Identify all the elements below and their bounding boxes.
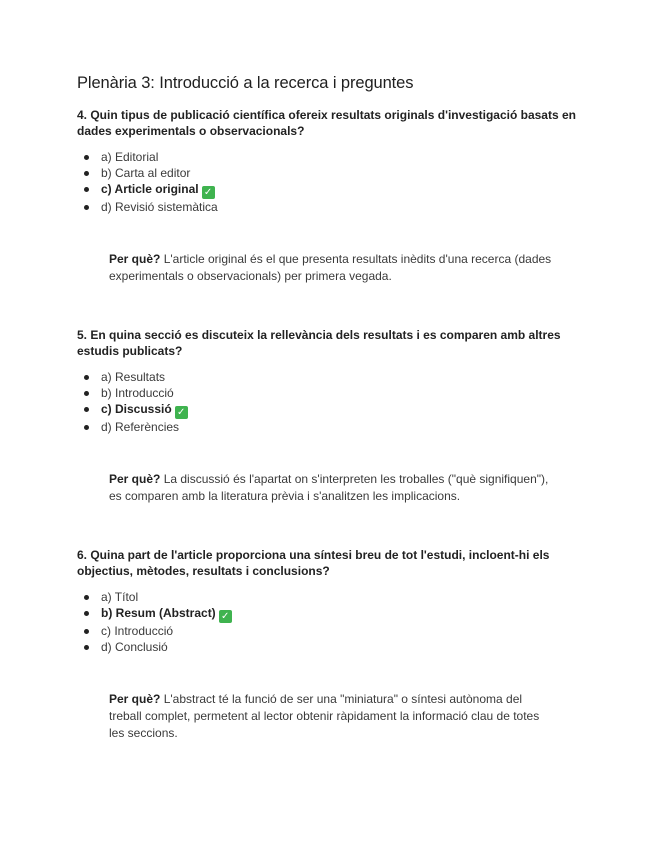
option-label: d) Referències xyxy=(101,420,180,434)
option-label: c) Introducció xyxy=(101,624,174,638)
option-label: b) Resum (Abstract) xyxy=(101,606,216,620)
bullet-icon xyxy=(84,407,89,412)
answer-options xyxy=(77,589,582,655)
bullet-icon xyxy=(84,425,89,430)
option-item xyxy=(77,199,582,215)
bullet-icon xyxy=(84,645,89,650)
bullet-icon xyxy=(84,629,89,634)
option-label: c) Discussió xyxy=(101,402,172,416)
option-item xyxy=(77,149,582,165)
explanation-text: La discussió és l'apartat on s'interpreten les troballes ("què signifiquen"), es comparen amb la literatura prèvia i s'analitzen les implicacions. xyxy=(109,472,549,503)
option-item xyxy=(77,369,582,385)
document-title: Plenària 3: Introducció a la recerca i preguntes xyxy=(77,74,414,92)
question-text: 6. Quina part de l'article proporciona una síntesi breu de tot l'estudi, incloent-hi els objectius, mètodes, resultats i conclusions? xyxy=(77,548,550,578)
option-label: d) Conclusió xyxy=(101,640,168,654)
option-label: a) Títol xyxy=(101,590,139,604)
question-block-6 xyxy=(77,547,582,742)
option-item-correct xyxy=(77,401,582,419)
bullet-icon xyxy=(84,155,89,160)
option-item xyxy=(77,385,582,401)
option-label: d) Revisió sistemàtica xyxy=(101,200,218,214)
question-text: 4. Quin tipus de publicació científica ofereix resultats originals d'investigació basats en dades experimentals o observacionals? xyxy=(77,108,576,138)
question-block-4 xyxy=(77,107,582,285)
question-text: 5. En quina secció es discuteix la rellevància dels resultats i es comparen amb altres estudis publicats? xyxy=(77,328,561,358)
bullet-icon xyxy=(84,391,89,396)
option-item-correct xyxy=(77,605,582,623)
check-mark-icon: ✓ xyxy=(219,610,232,623)
option-item xyxy=(77,165,582,181)
bullet-icon xyxy=(84,595,89,600)
option-item xyxy=(77,419,582,435)
option-label: b) Carta al editor xyxy=(101,166,191,180)
answer-options xyxy=(77,149,582,215)
option-label: a) Resultats xyxy=(101,370,166,384)
check-mark-icon: ✓ xyxy=(202,186,215,199)
answer-options xyxy=(77,369,582,435)
option-item xyxy=(77,589,582,605)
explanation-text: L'article original és el que presenta resultats inèdits d'una recerca (dades experimentals o observacionals) per primera vegada. xyxy=(109,252,552,283)
explanation-lead: Per què? xyxy=(109,252,161,266)
explanation xyxy=(109,691,554,742)
check-mark-icon: ✓ xyxy=(175,406,188,419)
explanation-text: L'abstract té la funció de ser una "miniatura" o síntesi autònoma del treball complet, permetent al lector obtenir ràpidament la informació clau de totes les seccions. xyxy=(109,692,540,740)
explanation-lead: Per què? xyxy=(109,692,161,706)
option-label: b) Introducció xyxy=(101,386,174,400)
option-item-correct xyxy=(77,181,582,199)
bullet-icon xyxy=(84,611,89,616)
explanation xyxy=(109,471,554,505)
explanation-lead: Per què? xyxy=(109,472,161,486)
option-item xyxy=(77,623,582,639)
bullet-icon xyxy=(84,187,89,192)
bullet-icon xyxy=(84,171,89,176)
bullet-icon xyxy=(84,205,89,210)
explanation xyxy=(109,251,554,285)
bullet-icon xyxy=(84,375,89,380)
option-label: c) Article original xyxy=(101,182,199,196)
question-block-5 xyxy=(77,327,582,505)
document-page xyxy=(77,74,582,742)
option-item xyxy=(77,639,582,655)
option-label: a) Editorial xyxy=(101,150,159,164)
